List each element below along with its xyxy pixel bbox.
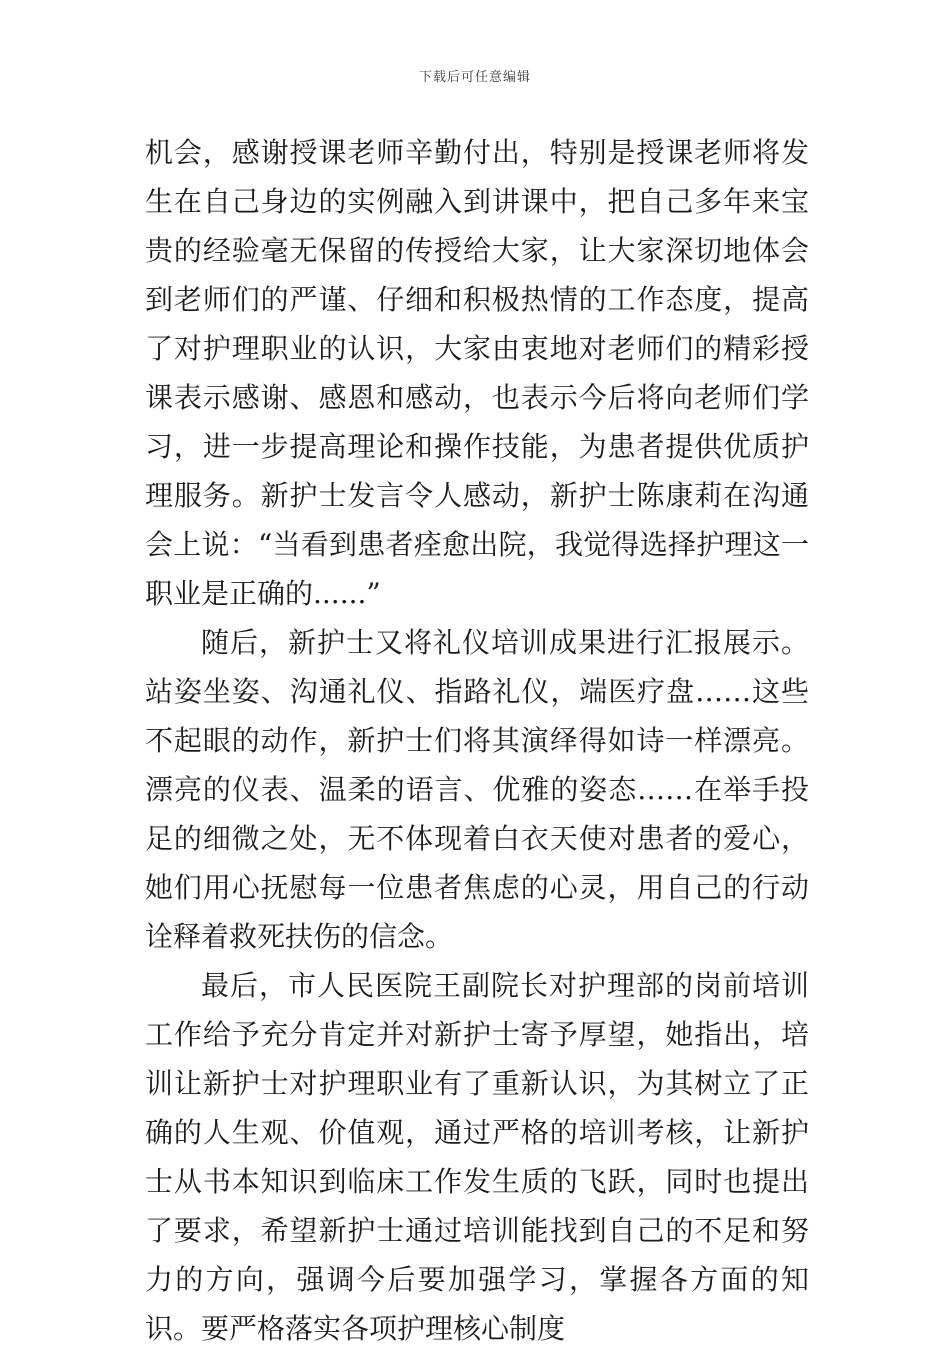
paragraph-continued: 机会，感谢授课老师辛勤付出，特别是授课老师将发生在自己身边的实例融入到讲课中，把自己多年来宝贵的经验毫无保留的传授给大家，让大家深切地体会到老师们的严谨、仔细和积极热情的工作态度，提高了对护理职业的认识，大家由衷地对老师们的精彩授课表示感谢、感恩和感动，也表示今后将向老师们学习，进一步提高理论和操作技能，为患者提供优质护理服务。新护士发言令人感动，新护士陈康莉在沟通会上说：“当看到患者痊愈出院，我觉得选择护理这一职业是正确的......” <box>145 136 809 610</box>
document-body <box>145 128 809 1353</box>
paragraph-etiquette-display: 随后，新护士又将礼仪培训成果进行汇报展示。站姿坐姿、沟通礼仪、指路礼仪，端医疗盘……这些不起眼的动作，新护士们将其演绎得如诗一样漂亮。漂亮的仪表、温柔的语言、优雅的姿态……在举手投足的细微之处，无不体现着白衣天使对患者的爱心，她们用心抚慰每一位患者焦虑的心灵，用自己的行动诠释着救死扶伤的信念。 <box>145 626 809 953</box>
paragraph-closing-remarks: 最后，市人民医院王副院长对护理部的岗前培训工作给予充分肯定并对新护士寄予厚望，她指出，培训让新护士对护理职业有了重新认识，为其树立了正确的人生观、价值观，通过严格的培训考核，让新护士从书本知识到临床工作发生质的飞跃，同时也提出了要求，希望新护士通过培训能找到自己的不足和努力的方向，强调今后要加强学习，掌握各方面的知识。要严格落实各项护理核心制度 <box>145 969 809 1345</box>
header-note: 下载后可任意编辑 <box>418 70 531 85</box>
